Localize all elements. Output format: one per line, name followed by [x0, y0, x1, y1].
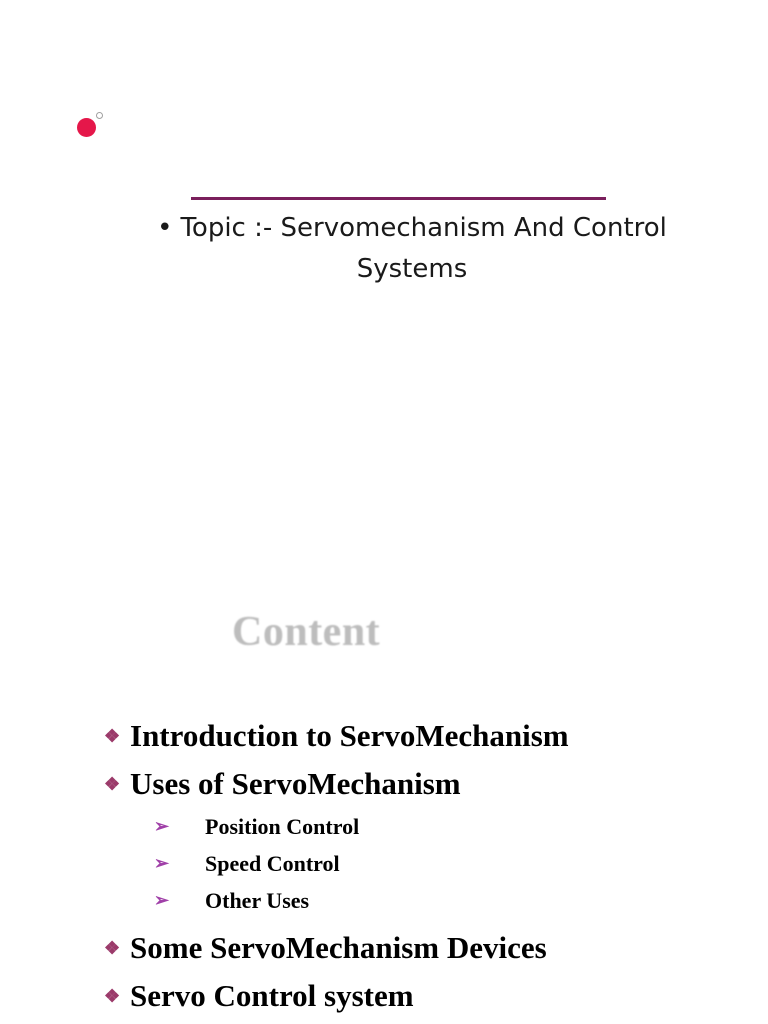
- outline-item-label: Uses of ServoMechanism: [130, 766, 461, 801]
- content-outline: [104, 712, 744, 1020]
- outline-item: [104, 760, 744, 808]
- decorative-ring: [96, 112, 103, 119]
- diamond-bullet-icon: ❖: [104, 937, 121, 958]
- outline-item: [104, 924, 744, 972]
- outline-item: [104, 972, 744, 1020]
- topic-line-1: [120, 208, 704, 249]
- diamond-bullet-icon: ❖: [104, 725, 121, 746]
- bullet-icon: •: [157, 213, 173, 243]
- arrow-bullet-icon: ➢: [154, 816, 170, 836]
- topic-title: [120, 208, 704, 290]
- topic-text: Topic :- Servomechanism And Control: [180, 213, 667, 243]
- outline-item-label: Servo Control system: [130, 978, 414, 1013]
- content-heading: Content: [232, 609, 381, 655]
- outline-item: [104, 712, 744, 760]
- outline-subitem: [104, 882, 744, 919]
- outline-item-label: Some ServoMechanism Devices: [130, 930, 547, 965]
- title-rule: [191, 197, 606, 200]
- outline-subitem: [104, 845, 744, 882]
- decorative-dot: [77, 118, 96, 137]
- outline-subitem-label: Position Control: [205, 813, 360, 839]
- diamond-bullet-icon: ❖: [104, 773, 121, 794]
- outline-subitem: [104, 808, 744, 845]
- outline-subitem-label: Other Uses: [205, 887, 310, 913]
- outline-item-label: Introduction to ServoMechanism: [130, 718, 569, 753]
- diamond-bullet-icon: ❖: [104, 985, 121, 1006]
- topic-line-2: Systems: [356, 254, 468, 284]
- arrow-bullet-icon: ➢: [154, 890, 170, 910]
- arrow-bullet-icon: ➢: [154, 853, 170, 873]
- outline-subitem-label: Speed Control: [205, 850, 340, 876]
